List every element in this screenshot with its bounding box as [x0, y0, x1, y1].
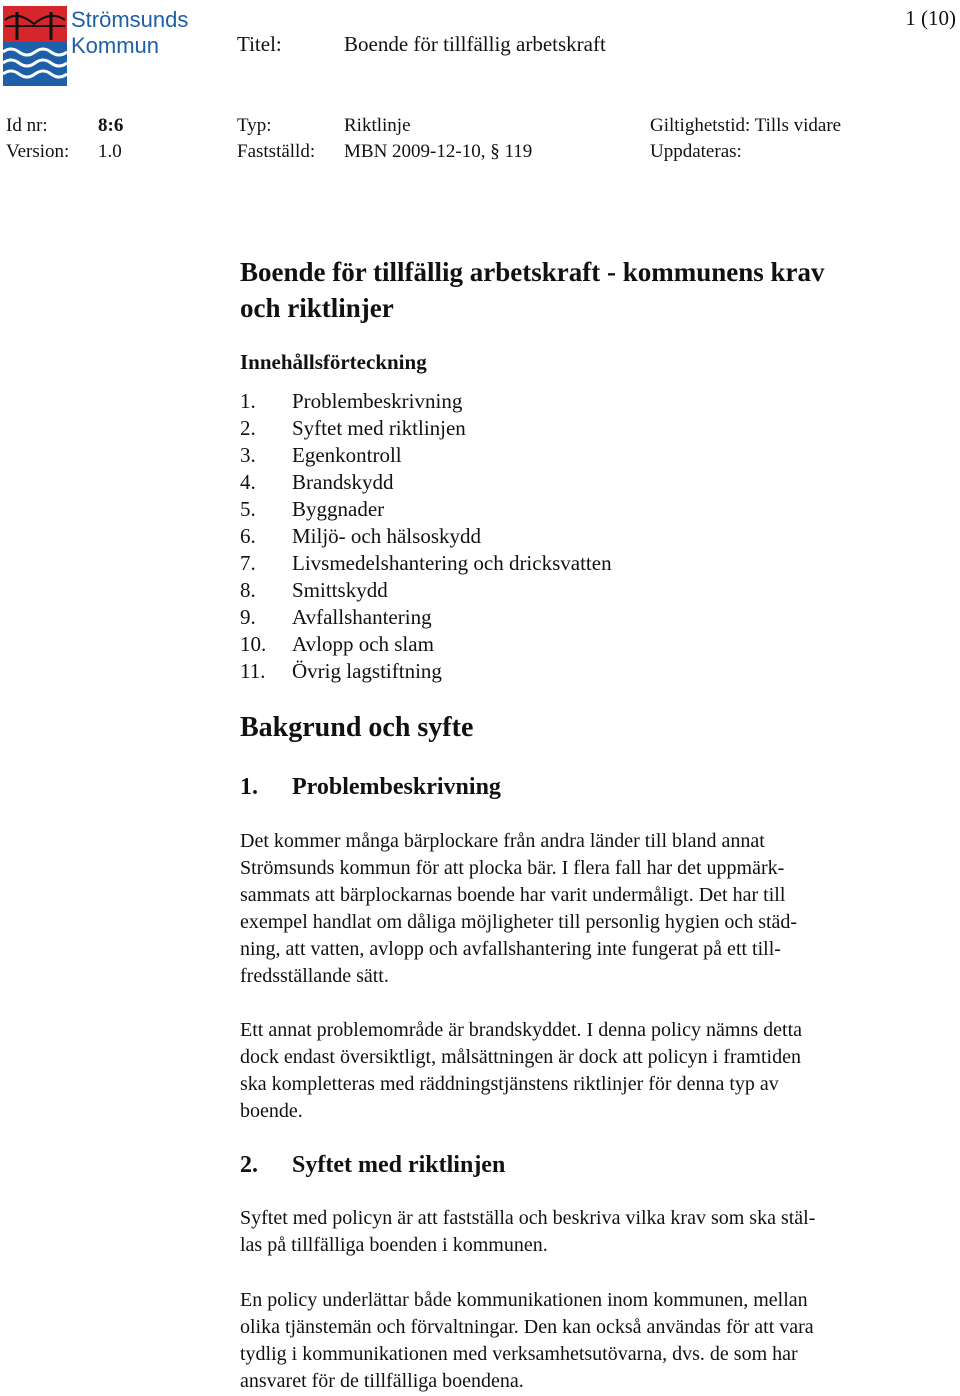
- toc-item-label: Livsmedelshantering och dricksvatten: [292, 551, 612, 575]
- toc-item-label: Avfallshantering: [292, 605, 432, 629]
- toc-item-label: Övrig lagstiftning: [292, 659, 442, 683]
- paragraph-line: Det kommer många bärplockare från andra länder till bland annat: [240, 830, 765, 852]
- toc-item-label: Avlopp och slam: [292, 632, 434, 656]
- paragraph-line: ansvaret för de tillfälliga boendena.: [240, 1370, 524, 1392]
- paragraph-line: las på tillfälliga boenden i kommunen.: [240, 1234, 548, 1256]
- section-1-title: Problembeskrivning: [292, 774, 501, 800]
- paragraph-line: fredsställande sätt.: [240, 965, 389, 987]
- section-2-title: Syftet med riktlinjen: [292, 1152, 506, 1178]
- document-title-line-1: Boende för tillfällig arbetskraft - kommunens krav: [240, 257, 825, 287]
- toc-item-number: 10.: [240, 632, 267, 656]
- section-2-number: 2.: [240, 1152, 258, 1178]
- toc-item: [240, 631, 612, 658]
- paragraph-line: Ett annat problemområde är brandskyddet. I denna policy nämns detta: [240, 1019, 803, 1041]
- toc-item-label: Brandskydd: [292, 470, 394, 494]
- toc-item-number: 7.: [240, 551, 256, 575]
- toc-item: [240, 469, 612, 496]
- toc-item-number: 2.: [240, 416, 256, 440]
- paragraph-line: Syftet med policyn är att fastställa och beskriva vilka krav som ska stäl-: [240, 1207, 816, 1229]
- toc-item-number: 11.: [240, 659, 266, 683]
- paragraph-line: tydlig i kommunikationen med verksamhetsutövarna, dvs. de som har: [240, 1343, 798, 1365]
- toc-item-number: 4.: [240, 470, 256, 494]
- toc-item-number: 5.: [240, 497, 256, 521]
- toc-item: [240, 388, 612, 415]
- toc-item-label: Egenkontroll: [292, 443, 402, 467]
- type-value: Riktlinje: [344, 115, 411, 136]
- section-2-heading: [240, 1152, 505, 1179]
- toc-item-number: 9.: [240, 605, 256, 629]
- section-2-paragraph-2: [240, 1287, 940, 1395]
- toc-item-label: Syftet med riktlinjen: [292, 416, 466, 440]
- toc-item-number: 8.: [240, 578, 256, 602]
- paragraph-line: olika tjänstemän och förvaltningar. Den kan också användas för att vara: [240, 1316, 814, 1338]
- bridge-wave-emblem-icon: [3, 6, 67, 86]
- page-number: 1 (10): [905, 6, 956, 30]
- fixed-value: MBN 2009-12-10, § 119: [344, 141, 533, 162]
- paragraph-line: exempel handlat om dåliga möjligheter till personlig hygien och städ-: [240, 911, 798, 933]
- id-value: 8:6: [98, 115, 124, 136]
- paragraph-line: ning, att vatten, avlopp och avfallshantering inte fungerat på ett till-: [240, 938, 781, 960]
- toc-item: [240, 415, 612, 442]
- toc-title: Innehållsförteckning: [240, 350, 427, 374]
- paragraph-line: Strömsunds kommun för att plocka bär. I flera fall har det uppmärk-: [240, 857, 785, 879]
- logo-line-1: Strömsunds: [71, 7, 189, 32]
- toc-item: [240, 604, 612, 631]
- toc-item: [240, 442, 612, 469]
- toc-item: [240, 523, 612, 550]
- toc-item-number: 3.: [240, 443, 256, 467]
- document-title: [240, 254, 930, 326]
- toc-item-label: Byggnader: [292, 497, 385, 521]
- document-title-line-2: och riktlinjer: [240, 293, 394, 323]
- section-2-paragraph-1: [240, 1205, 940, 1259]
- kommun-logo: [3, 6, 193, 86]
- section-heading: Bakgrund och syfte: [240, 712, 474, 743]
- toc-item: [240, 550, 612, 577]
- toc-item: [240, 658, 612, 685]
- validity: Giltighetstid: Tills vidare: [650, 115, 842, 136]
- version-label: Version:: [6, 141, 70, 162]
- toc-item-label: Smittskydd: [292, 578, 388, 602]
- toc-item-number: 6.: [240, 524, 256, 548]
- toc-item-number: 1.: [240, 389, 256, 413]
- title-label: Titel:: [237, 32, 282, 56]
- fixed-label: Fastställd:: [237, 141, 316, 162]
- section-1-paragraph-2: [240, 1017, 940, 1125]
- paragraph-line: boende.: [240, 1100, 303, 1122]
- type-label: Typ:: [237, 115, 272, 136]
- version-value: 1.0: [98, 141, 122, 162]
- section-1-paragraph-1: [240, 828, 940, 990]
- section-1-heading: [240, 774, 501, 801]
- toc-item: [240, 496, 612, 523]
- table-of-contents: [240, 388, 612, 685]
- paragraph-line: dock endast översiktligt, målsättningen är dock att policyn i framtiden: [240, 1046, 801, 1068]
- updated-label: Uppdateras:: [650, 141, 742, 162]
- title-value: Boende för tillfällig arbetskraft: [344, 32, 606, 56]
- toc-item-label: Miljö- och hälsoskydd: [292, 524, 481, 548]
- id-label: Id nr:: [6, 115, 48, 136]
- toc-item-label: Problembeskrivning: [292, 389, 463, 413]
- paragraph-line: ska kompletteras med räddningstjänstens riktlinjer för denna typ av: [240, 1073, 779, 1095]
- paragraph-line: sammats att bärplockarnas boende har varit undermåligt. Det har till: [240, 884, 786, 906]
- paragraph-line: En policy underlättar både kommunikationen inom kommunen, mellan: [240, 1289, 808, 1311]
- logo-line-2: Kommun: [71, 33, 160, 58]
- toc-item: [240, 577, 612, 604]
- section-1-number: 1.: [240, 774, 258, 800]
